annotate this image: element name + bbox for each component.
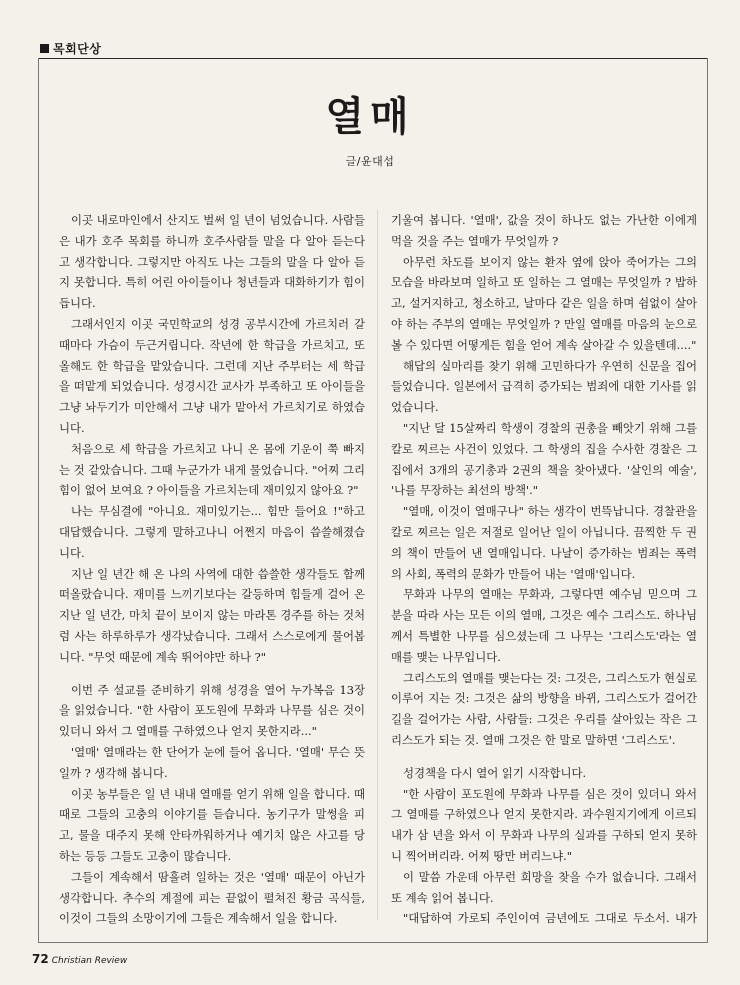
paragraph: 처음으로 세 학급을 가르치고 나니 온 몸에 기운이 쭉 빠지는 것 같았습니다. 그때 누군가가 내게 물었습니다. "어찌 그리 힘이 없어 보여요 ? 아이들을 가르치는데 재미있지 않아요 ?" (59, 441, 365, 498)
paragraph: 해답의 실마리를 찾기 위해 고민하다가 우연히 신문을 집어 들었습니다. 일본에서 급격히 증가되는 범죄에 대한 기사를 읽었습니다. (391, 358, 697, 415)
paragraph: "한 사람이 포도원에 무화과 나무를 심은 것이 있더니 와서 그 열매를 구하였으나 얻지 못한지라. 과수원지기에게 이르되 내가 삼 년을 와서 이 무화과 나무의 실과를 구하되 얻지 못하니 찍어버리라. 어찌 땅만 버리느냐." (391, 786, 697, 863)
page-footer (32, 952, 127, 966)
right-column (391, 210, 697, 925)
paragraph: 이번 주 설교를 준비하기 위해 성경을 열어 누가복음 13장을 읽었습니다. "한 사람이 포도원에 무화과 나무를 심은 것이 있더니 와서 그 열매를 구하였으나 얻지 못한지라..." (59, 682, 365, 739)
paragraph: 나는 무심결에 "아니요. 재미있기는... 힘만 들어요 !"하고 대답했습니다. 그렇게 말하고나니 어쩐지 마음이 씁쓸해졌습니다. (59, 504, 365, 560)
paragraph: 그리스도의 열매를 맺는다는 것: 그것은, 그리스도가 현실로 이루어 지는 것: 그것은 삶의 방향을 바뀌, 그리스도가 걸어간 길을 걸어가는 사람, 사람들: 그것은 우리를 살아있는 작은 그리스도가 되는 것. 열매 그것은 한 말로 말하면 '그리스도'. (391, 670, 697, 747)
paragraph: "지난 달 15살짜리 학생이 경찰의 권총을 빼앗기 위해 그를 칼로 찌르는 사건이 있었다. 그 학생의 집을 수사한 경찰은 그 집에서 3개의 공기총과 2권의 책을 찾아냈다. '살인의 예술', '나를 무장하는 최선의 방책'." (391, 420, 697, 498)
paragraph: 그들이 계속해서 땀흘려 일하는 것은 '열매' 때문이 아닌가 생각합니다. 추수의 계절에 피는 끝없이 펼쳐진 황금 곡식들, 이것이 그들의 소망이기에 그들은 계속해서 일을 합니다. (59, 869, 365, 925)
paragraph: "열매, 이것이 열매구나" 하는 생각이 번뜩납니다. 경찰관을 칼로 찌르는 일은 저절로 일어난 일이 아닙니다. 끔찍한 두 권의 책이 만들어 낸 열매입니다. 나날이 증가하는 범죄는 폭력의 사회, 폭력의 문화가 만들어 내는 '열매'입니다. (391, 504, 697, 581)
paragraph: 기울여 봅니다. '열매', 값을 것이 하나도 없는 가난한 이에게 먹을 것을 주는 열매가 무엇일까 ? (391, 213, 697, 248)
paragraph: 무화과 나무의 열매는 무화과, 그렇다면 예수님 믿으며 그 분을 따라 사는 모든 이의 열매, 그것은 예수 그리스도. 하나님께서 특별한 나무를 심으셨는데 그 나무는 '그리스도'라는 열매를 맺는 나무입니다. (391, 587, 697, 664)
paragraph: 그래서인지 이곳 국민학교의 성경 공부시간에 가르치러 갈 때마다 가슴이 두근거립니다. 작년에 한 학급을 가르치고, 또 올해도 한 학급을 맡았습니다. 그런데 지난 주부터는 세 학급을 떠맡게 되었습니다. 성경시간 교사가 부족하고 또 아이들을 그냥 놔두기가 미안해서 그냥 내가 맡아서 가르치기로 하였습니다. (59, 316, 365, 435)
paragraph: 지난 일 년간 해 온 나의 사역에 대한 씁쓸한 생각들도 함께 떠올랐습니다. 재미를 느끼기보다는 갈등하며 힘들게 걸어 온 지난 일 년간, 마치 끝이 보이지 않는 마라톤 경주를 하는 것처럼 사는 하루하루가 생각났습니다. 그래서 스스로에게 물어봅니다. "무엇 때문에 계속 뛰어야만 하나 ?" (59, 566, 365, 664)
column-divider (377, 210, 378, 920)
section-label (40, 40, 101, 57)
page-number: 72 (32, 952, 49, 966)
paragraph: 아무런 차도를 보이지 않는 환자 옆에 앉아 죽어가는 그의 모습을 바라보며 일하고 또 일하는 그 열매는 무엇일까 ? 밥하고, 설거지하고, 청소하고, 날마다 같은 일을 하며 쉼없이 살아야 하는 주부의 열매는 무엇일까 ? 만일 열매를 마음의 눈으로 볼 수 있다면 어떻게든 힘을 얻어 계속 살아갈 수 있을텐데...." (391, 254, 697, 352)
section-label-text: 목회단상 (53, 42, 102, 56)
article-byline: 글/윤대섭 (345, 155, 395, 168)
paragraph: 이곳 농부들은 일 년 내내 열매를 얻기 위해 일을 합니다. 때때로 그들의 고충의 이야기를 듣습니다. 농기구가 말썽을 피고, 물을 대주지 못해 안타까워하거나 예기치 않은 사고를 당하는 등등 그들도 고충이 많습니다. (59, 786, 365, 863)
paragraph: 이곳 내로마인에서 산지도 벌써 일 년이 넘었습니다. 사람들은 내가 호주 목회를 하니까 호주사람들 말을 다 알아 듣는다고 생각합니다. 그렇지만 아직도 나는 그들의 말을 다 알아 듣지 못합니다. 특히 어린 아이들이나 청년들과 대화하기가 힘이 듭니다. (59, 213, 365, 311)
paragraph: "대답하여 가로되 주인이여 금년에도 그대로 두소서. 내가 (403, 911, 697, 925)
square-bullet-icon (40, 44, 49, 53)
paragraph: '열매' 열매라는 한 단어가 눈에 들어 옵니다. '열매' 무슨 뜻일까 ? 생각해 봅니다. (59, 744, 365, 780)
paragraph: 성경책을 다시 열어 읽기 시작합니다. (403, 765, 587, 780)
paragraph: 이 말씀 가운데 아무런 희망을 찾을 수가 없습니다. 그래서 또 계속 읽어 봅니다. (391, 869, 697, 905)
magazine-name: Christian Review (51, 956, 128, 966)
article-title: 열매 (325, 94, 415, 140)
left-column (59, 210, 365, 925)
